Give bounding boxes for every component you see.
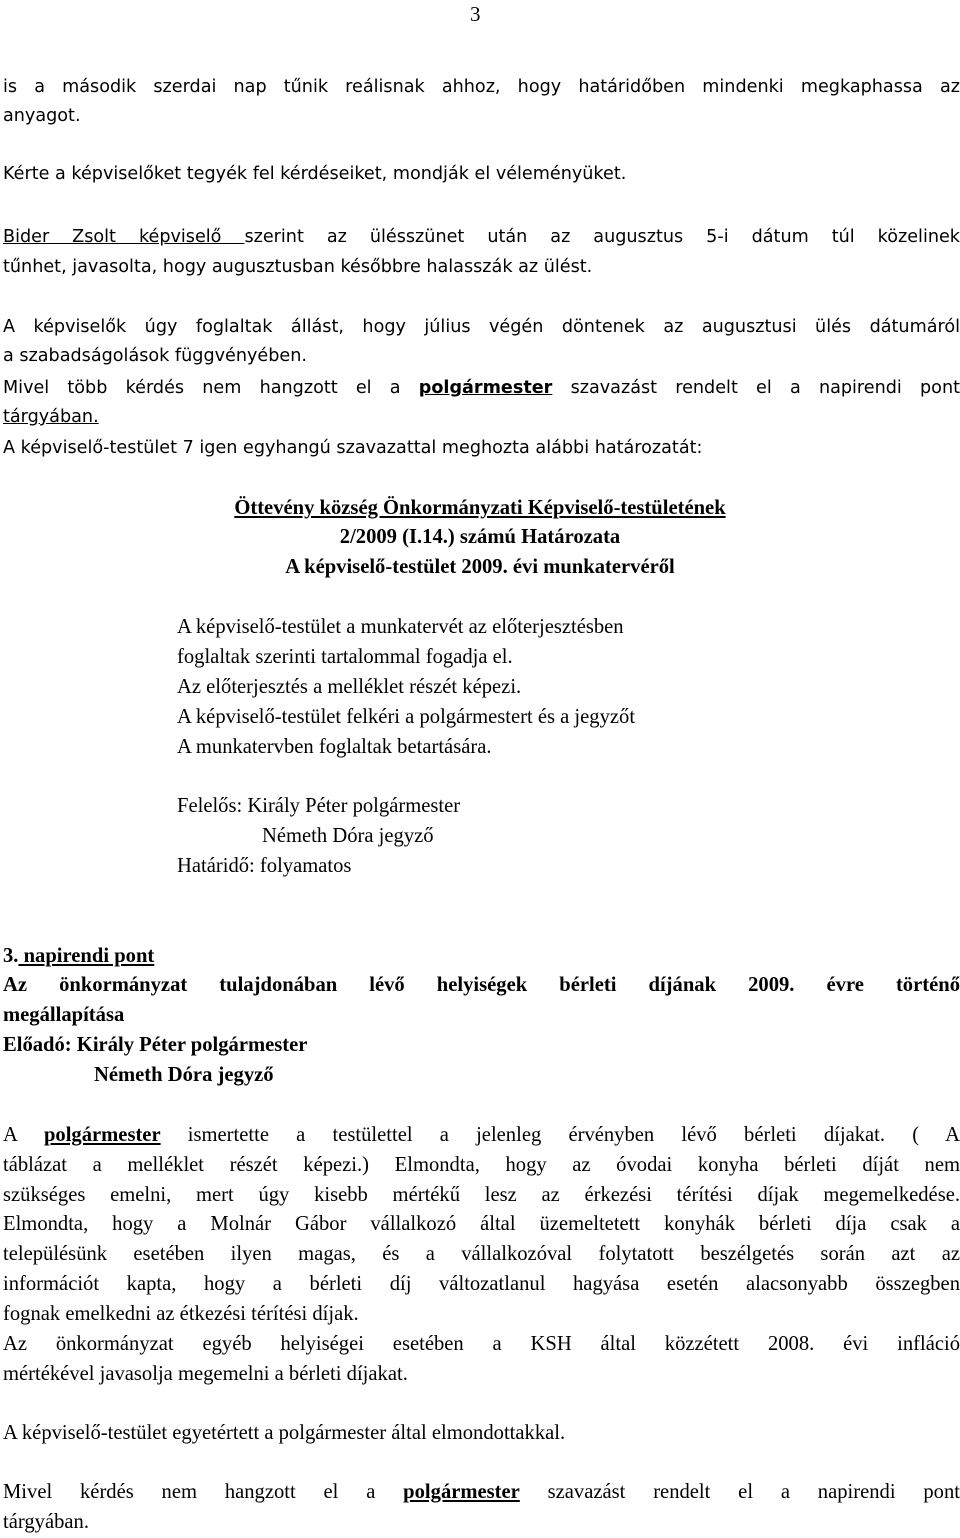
resolution-title: Öttevény község Önkormányzati Képviselő-testületének [234,497,726,519]
resolution-text: A képviselő-testület a munkatervét az előterjesztésben [177,616,624,638]
agenda-label: napirendi pont [18,945,155,967]
paragraph-line: Elmondta, hogy a Molnár Gábor vállalkozó által üzemeltetett konyhák bérleti díja csak a [3,1213,960,1235]
resolution-text: A munkatervben foglaltak betartására. [177,736,492,758]
paragraph-text: Mivel több kérdés nem hangzott el a [3,378,419,398]
paragraph-line [3,1123,960,1147]
paragraph-line: fognak emelkedni az étkezési térítési díjak. [3,1303,359,1325]
paragraph-line [3,225,960,249]
paragraph-text: tárgyában. [3,407,99,427]
responsible-second: Németh Dóra jegyző [262,825,434,847]
paragraph-text: A [3,1124,44,1146]
agenda-title: megállapítása [3,1004,125,1026]
paragraph-text: ismertette a testülettel a jelenleg érvényben lévő bérleti díjakat. ( A [160,1124,960,1146]
resolution-text: Az előterjesztés a melléklet részét képezi. [177,676,522,698]
agenda-presenter-second: Németh Dóra jegyző [94,1064,274,1086]
paragraph-line: mértékével javasolja megemelni a bérleti díjakat. [3,1363,408,1385]
mayor-title: polgármester [418,378,553,398]
paragraph-line [3,405,99,429]
paragraph-line: Az önkormányzat egyéb helyiségei esetében a KSH által közzétett 2008. évi infláció [3,1333,960,1355]
paragraph-line: Kérte a képviselőket tegyék fel kérdéseiket, mondják el véleményüket. [3,164,627,184]
page-number: 3 [470,2,481,26]
agenda-presenter: Előadó: Király Péter polgármester [3,1034,308,1056]
paragraph-line [3,376,960,400]
resolution-text: foglaltak szerinti tartalommal fogadja el. [177,646,513,668]
mayor-title: polgármester [403,1481,520,1503]
agenda-title: Az önkormányzat tulajdonában lévő helyiségek bérleti díjának 2009. évre történő [3,974,960,996]
resolution-subject: A képviselő-testület 2009. évi munkatervéről [285,556,675,578]
mayor-title: polgármester [43,1124,161,1146]
paragraph-line: tűnhet, javasolta, hogy augusztusban későbbre halasszák az ülést. [3,257,593,277]
agenda-heading [3,944,154,968]
paragraph-text: szerint az ülésszünet után az augusztus 5-i dátum túl közelinek [244,227,960,247]
paragraph-line [3,1480,960,1504]
responsible: Felelős: Király Péter polgármester [177,795,461,817]
agenda-number: 3. [3,945,19,967]
paragraph-line: anyagot. [3,106,81,126]
paragraph-text: szavazást rendelt el a napirendi pont [552,378,960,398]
paragraph-line: A képviselő-testület egyetértett a polgármester által elmondottakkal. [3,1422,566,1444]
paragraph-line: A képviselő-testület 7 igen egyhangú szavazattal meghozta alábbi határozatát: [3,438,703,458]
paragraph-text: szavazást rendelt el a napirendi pont [519,1481,960,1503]
paragraph-line: is a második szerdai nap tűnik reálisnak ahhoz, hogy határidőben mindenki megkaphassa az [3,77,960,97]
paragraph-line: településünk esetében ilyen magas, és a vállalkozóval folytatott beszélgetés során azt az [3,1243,960,1265]
deadline: Határidő: folyamatos [177,855,352,877]
paragraph-line: információt kapta, hogy a bérleti díj változatlanul hagyása esetén alacsonyabb összegben [3,1273,960,1295]
paragraph-text: Mivel kérdés nem hangzott el a [3,1481,404,1503]
paragraph-line: a szabadságolások függvényében. [3,346,307,366]
resolution-number: 2/2009 (I.14.) számú Határozata [339,526,621,548]
paragraph-line: tárgyában. [3,1511,89,1533]
paragraph-line: táblázat a melléklet részét képezi.) Elmondta, hogy az óvodai konyha bérleti díját nem [3,1154,960,1176]
paragraph-line: A képviselők úgy foglaltak állást, hogy július végén döntenek az augusztusi ülés dátumáról [3,317,960,337]
paragraph-line: szükséges emelni, mert úgy kisebb mértékű lesz az érkezési térítési díjak megemelkedése. [3,1184,960,1206]
speaker-name: Bider Zsolt képviselő [3,227,245,247]
resolution-text: A képviselő-testület felkéri a polgármestert és a jegyzőt [177,706,636,728]
